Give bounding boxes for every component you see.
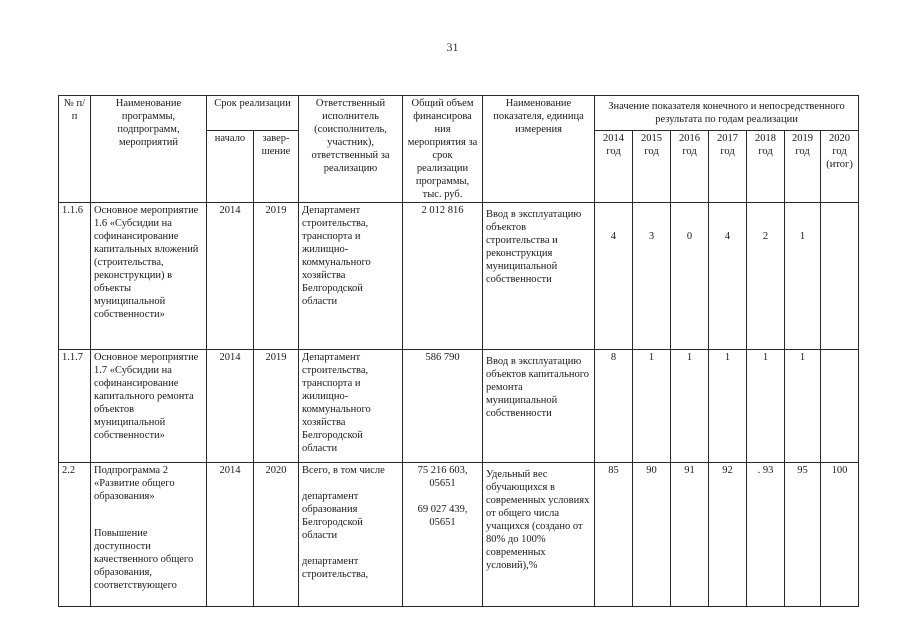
row-indicator: Ввод в эксплуатацию объектов строительства и реконструкция муниципальной собственности [483, 203, 595, 350]
header-year-2019: 2019 год [785, 131, 821, 203]
row-indicator: Ввод в эксплуатацию объектов капитального ремонта муниципальной собственности [483, 350, 595, 463]
row-name: Подпрограмма 2 «Развитие общего образования» Повышение доступности качественного общего образования, соответствующего [91, 463, 207, 607]
row-value-2019: 95 [785, 463, 821, 607]
row-end: 2020 [254, 463, 299, 607]
row-start: 2014 [207, 463, 254, 607]
header-executor: Ответственный исполнитель (соисполнитель, участник), ответственный за реализацию [299, 96, 403, 203]
row-value-2019: 1 [785, 203, 821, 350]
header-name: Наименование программы, подпрограмм, мероприятий [91, 96, 207, 203]
row-num: 2.2 [59, 463, 91, 607]
row-value-2020 [821, 350, 859, 463]
header-start: начало [207, 131, 254, 203]
row-value-2016: 0 [671, 203, 709, 350]
header-year-2016: 2016 год [671, 131, 709, 203]
row-value-2020: 100 [821, 463, 859, 607]
row-end: 2019 [254, 203, 299, 350]
header-row-1 [59, 96, 859, 131]
header-values-title: Значение показателя конечного и непосредственного результата по годам реализации [595, 96, 859, 131]
header-num: № п/п [59, 96, 91, 203]
row-funding: 75 216 603, 05651 69 027 439, 05651 [403, 463, 483, 607]
header-indicator: Наименование показателя, единица измерения [483, 96, 595, 203]
header-year-2018: 2018 год [747, 131, 785, 203]
row-end: 2019 [254, 350, 299, 463]
row-value-2018: 1 [747, 350, 785, 463]
table-row [59, 350, 859, 463]
header-funding: Общий объем финансирова ния мероприятия за срок реализации программы, тыс. руб. [403, 96, 483, 203]
row-start: 2014 [207, 350, 254, 463]
row-funding: 586 790 [403, 350, 483, 463]
row-name: Основное мероприятие 1.6 «Субсидии на софинансирование капитальных вложений (строительства, реконструкции) в объекты муниципальной собственности» [91, 203, 207, 350]
header-year-2020: 2020 год (итог) [821, 131, 859, 203]
row-name: Основное мероприятие 1.7 «Субсидии на софинансирование капитального ремонта объектов муниципальной собственности» [91, 350, 207, 463]
row-executor: Департамент строительства, транспорта и жилищно-коммунального хозяйства Белгородской области [299, 350, 403, 463]
row-value-2016: 1 [671, 350, 709, 463]
page-number: 31 [446, 40, 459, 54]
row-value-2018: 2 [747, 203, 785, 350]
header-year-2014: 2014 год [595, 131, 633, 203]
row-value-2017: 1 [709, 350, 747, 463]
header-year-2015: 2015 год [633, 131, 671, 203]
row-value-2018: . 93 [747, 463, 785, 607]
row-value-2014: 4 [595, 203, 633, 350]
row-value-2015: 3 [633, 203, 671, 350]
row-num: 1.1.6 [59, 203, 91, 350]
row-value-2014: 85 [595, 463, 633, 607]
row-value-2017: 92 [709, 463, 747, 607]
table-row [59, 463, 859, 607]
row-value-2014: 8 [595, 350, 633, 463]
row-num: 1.1.7 [59, 350, 91, 463]
row-funding: 2 012 816 [403, 203, 483, 350]
header-period: Срок реализации [207, 96, 299, 131]
row-value-2020 [821, 203, 859, 350]
row-executor: Всего, в том числе департамент образования Белгородской области департамент строительства, [299, 463, 403, 607]
row-value-2017: 4 [709, 203, 747, 350]
row-value-2019: 1 [785, 350, 821, 463]
header-year-2017: 2017 год [709, 131, 747, 203]
row-indicator: Удельный вес обучающихся в современных условиях от общего числа учащихся (создано от 80% до 100% современных условий),% [483, 463, 595, 607]
row-value-2015: 1 [633, 350, 671, 463]
row-value-2016: 91 [671, 463, 709, 607]
row-start: 2014 [207, 203, 254, 350]
table-row [59, 203, 859, 350]
row-value-2015: 90 [633, 463, 671, 607]
row-executor: Департамент строительства, транспорта и жилищно-коммунального хозяйства Белгородской области [299, 203, 403, 350]
program-table [58, 95, 859, 607]
header-end: завер-шение [254, 131, 299, 203]
